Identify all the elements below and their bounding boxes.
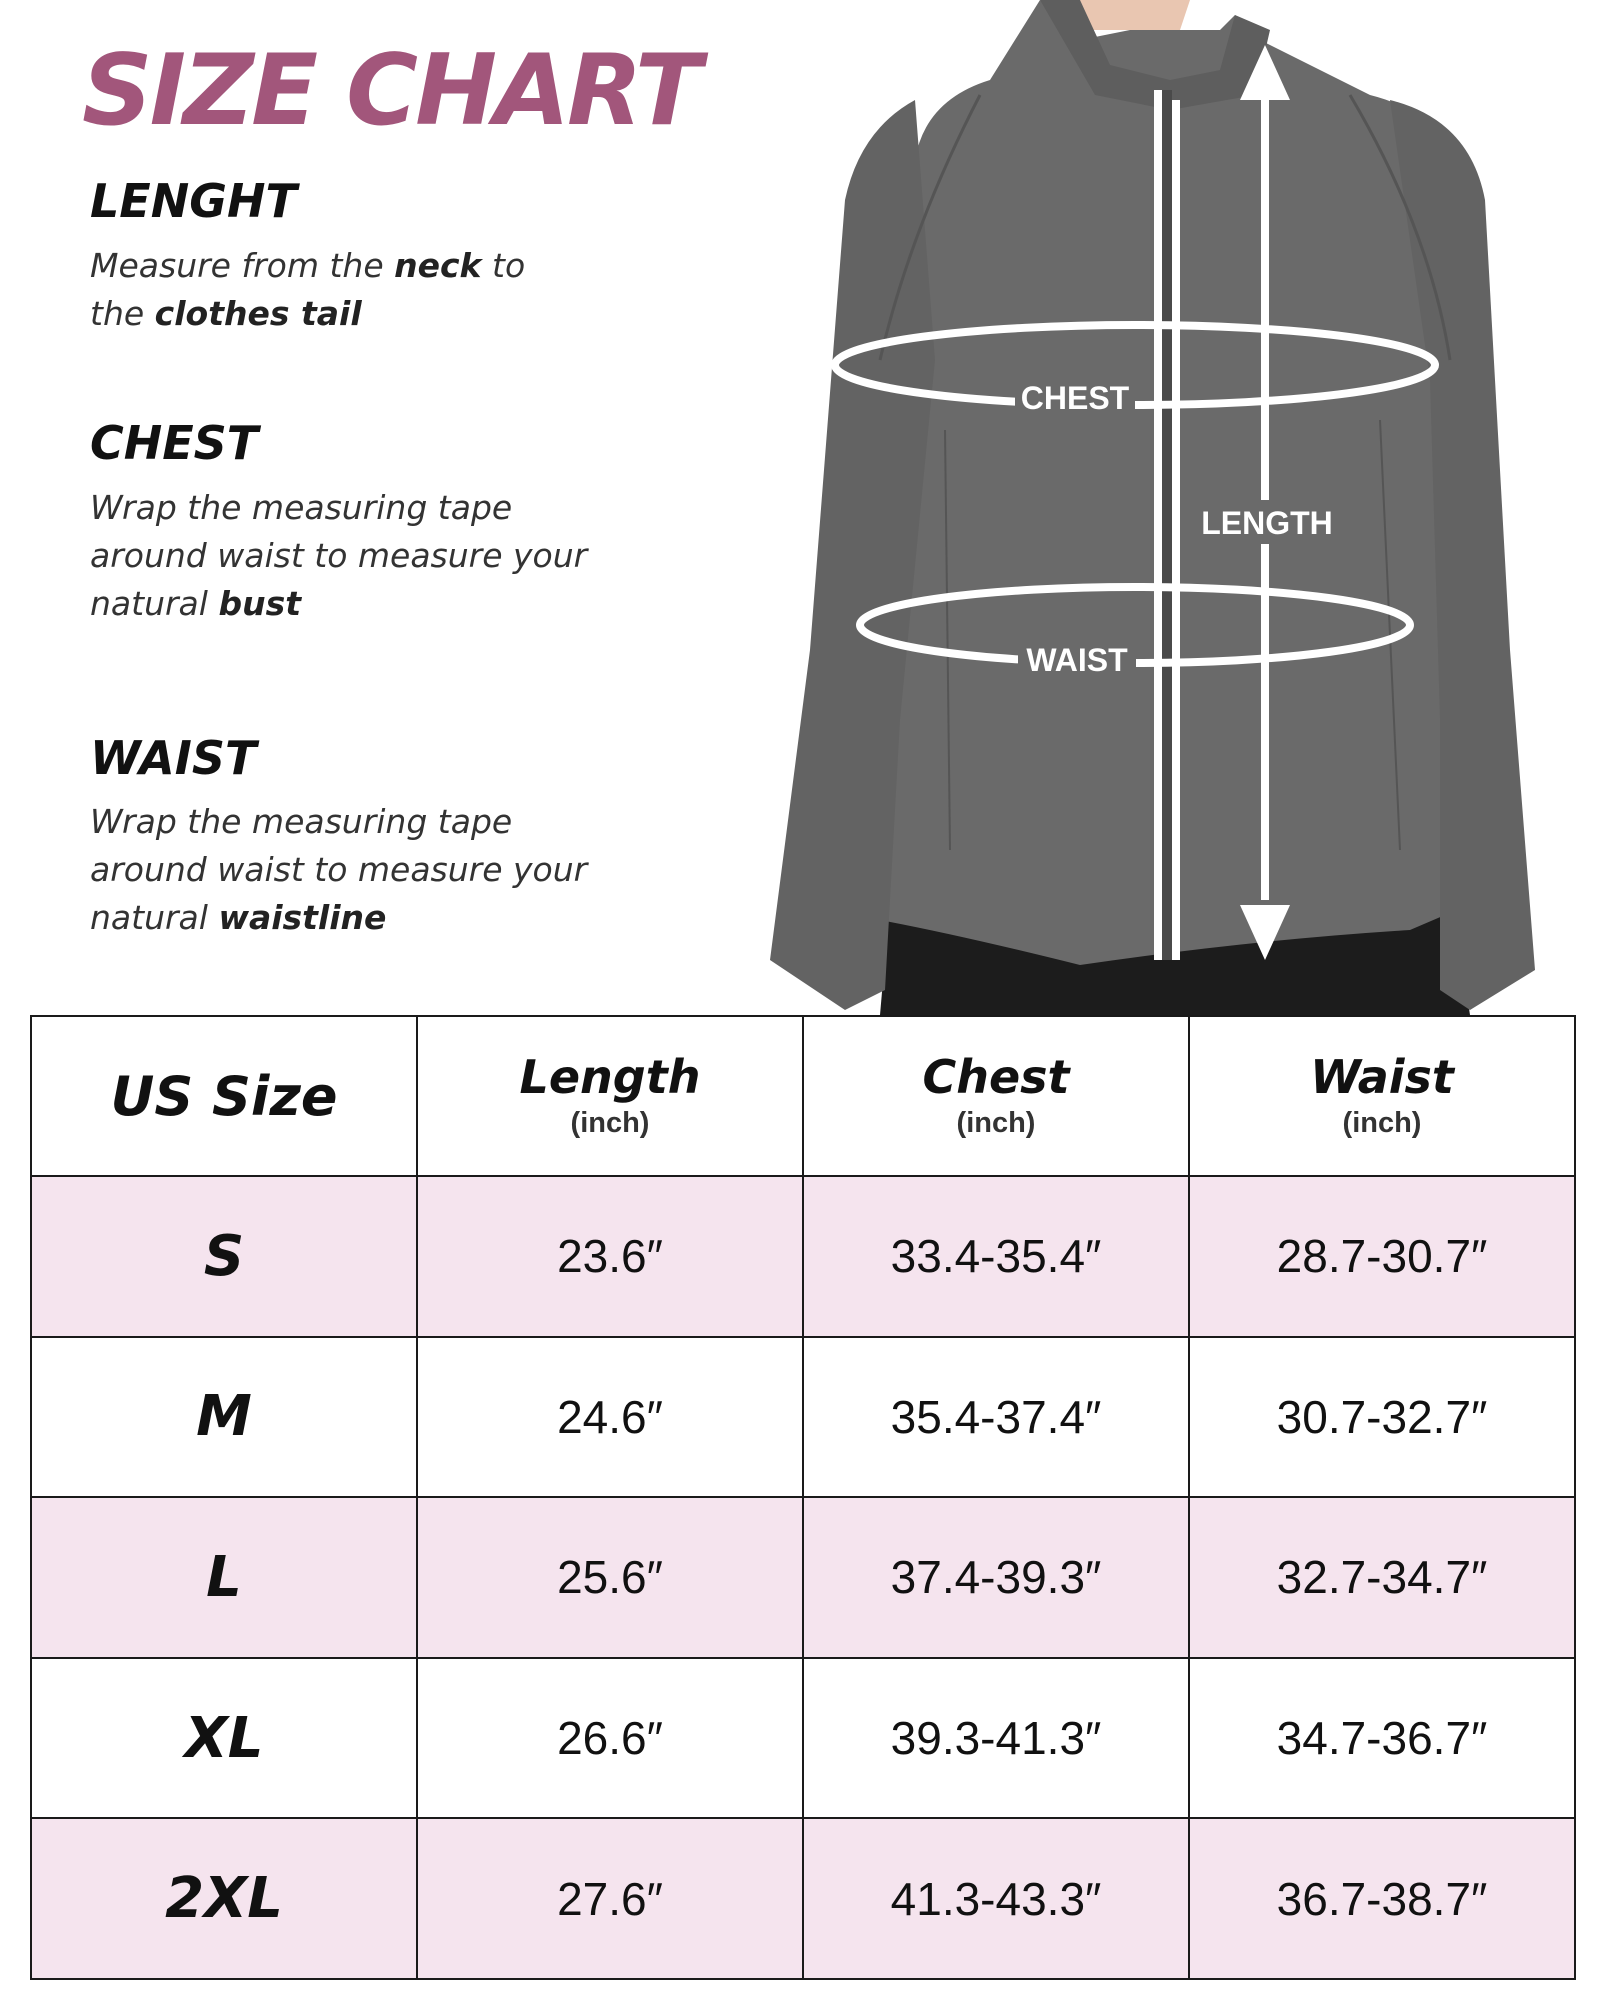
waist-cell: 28.7-30.7″ bbox=[1189, 1176, 1575, 1337]
header-waist-label: Waist bbox=[1310, 1050, 1454, 1105]
header-length-unit: (inch) bbox=[570, 1106, 650, 1139]
waist-label: WAIST bbox=[1026, 642, 1128, 678]
header-waist bbox=[1189, 1016, 1575, 1176]
section-heading-chest: CHEST bbox=[90, 416, 259, 470]
size-cell: 2XL bbox=[31, 1818, 417, 1979]
chest-cell: 35.4-37.4″ bbox=[803, 1337, 1189, 1498]
chest-cell: 39.3-41.3″ bbox=[803, 1658, 1189, 1819]
desc-text: the bbox=[90, 294, 155, 333]
waist-cell: 30.7-32.7″ bbox=[1189, 1337, 1575, 1498]
chest-cell: 41.3-43.3″ bbox=[803, 1818, 1189, 1979]
desc-line bbox=[90, 532, 650, 580]
waist-cell: 34.7-36.7″ bbox=[1189, 1658, 1575, 1819]
size-cell: S bbox=[31, 1176, 417, 1337]
chest-cell: 37.4-39.3″ bbox=[803, 1497, 1189, 1658]
chest-cell: 33.4-35.4″ bbox=[803, 1176, 1189, 1337]
desc-emphasis: bust bbox=[218, 584, 301, 623]
length-cell: 24.6″ bbox=[417, 1337, 803, 1498]
size-cell: M bbox=[31, 1337, 417, 1498]
desc-line bbox=[90, 798, 650, 846]
header-length bbox=[417, 1016, 803, 1176]
waist-cell: 32.7-34.7″ bbox=[1189, 1497, 1575, 1658]
length-cell: 25.6″ bbox=[417, 1497, 803, 1658]
desc-text: Measure from the bbox=[90, 246, 395, 285]
desc-line bbox=[90, 846, 650, 894]
header-us-size bbox=[31, 1016, 417, 1176]
table-row bbox=[31, 1497, 1575, 1658]
desc-text: natural bbox=[90, 584, 219, 623]
desc-text: natural bbox=[90, 898, 219, 937]
page-title: SIZE CHART bbox=[82, 34, 699, 148]
desc-emphasis: clothes tail bbox=[154, 294, 362, 333]
desc-text: Wrap the measuring tape bbox=[90, 488, 513, 527]
header-us-size-label: US Size bbox=[110, 1064, 338, 1128]
desc-text: to bbox=[481, 246, 526, 285]
zipper-stripe-right bbox=[1172, 100, 1180, 960]
jacket-diagram bbox=[750, 0, 1600, 1015]
section-heading-waist: WAIST bbox=[90, 731, 257, 785]
header-waist-unit: (inch) bbox=[1342, 1106, 1422, 1139]
zipper-track bbox=[1162, 90, 1172, 960]
size-table bbox=[30, 1015, 1576, 1980]
section-desc-waist bbox=[90, 798, 650, 942]
table-row bbox=[31, 1176, 1575, 1337]
desc-line bbox=[90, 894, 650, 942]
chest-label: CHEST bbox=[1020, 380, 1130, 416]
length-cell: 27.6″ bbox=[417, 1818, 803, 1979]
table-row bbox=[31, 1818, 1575, 1979]
size-cell: L bbox=[31, 1497, 417, 1658]
length-cell: 26.6″ bbox=[417, 1658, 803, 1819]
section-heading-length: LENGHT bbox=[90, 174, 297, 228]
header-length-label: Length bbox=[519, 1050, 701, 1105]
header-chest-label: Chest bbox=[922, 1050, 1070, 1105]
section-desc-chest bbox=[90, 484, 650, 628]
desc-emphasis: waistline bbox=[218, 898, 387, 937]
length-label: LENGTH bbox=[1201, 505, 1333, 541]
zipper-stripe-left bbox=[1154, 90, 1162, 960]
length-cell: 23.6″ bbox=[417, 1176, 803, 1337]
desc-line bbox=[90, 484, 650, 532]
table-row bbox=[31, 1337, 1575, 1498]
waist-cell: 36.7-38.7″ bbox=[1189, 1818, 1575, 1979]
table-header-row bbox=[31, 1016, 1575, 1176]
desc-line bbox=[90, 290, 650, 338]
section-desc-length bbox=[90, 242, 650, 338]
desc-line bbox=[90, 580, 650, 628]
table-row bbox=[31, 1658, 1575, 1819]
size-cell: XL bbox=[31, 1658, 417, 1819]
header-chest-unit: (inch) bbox=[956, 1106, 1036, 1139]
desc-emphasis: neck bbox=[394, 246, 482, 285]
desc-line bbox=[90, 242, 650, 290]
desc-text: Wrap the measuring tape bbox=[90, 802, 513, 841]
header-chest bbox=[803, 1016, 1189, 1176]
desc-text: around waist to measure your bbox=[90, 536, 588, 575]
desc-text: around waist to measure your bbox=[90, 850, 588, 889]
